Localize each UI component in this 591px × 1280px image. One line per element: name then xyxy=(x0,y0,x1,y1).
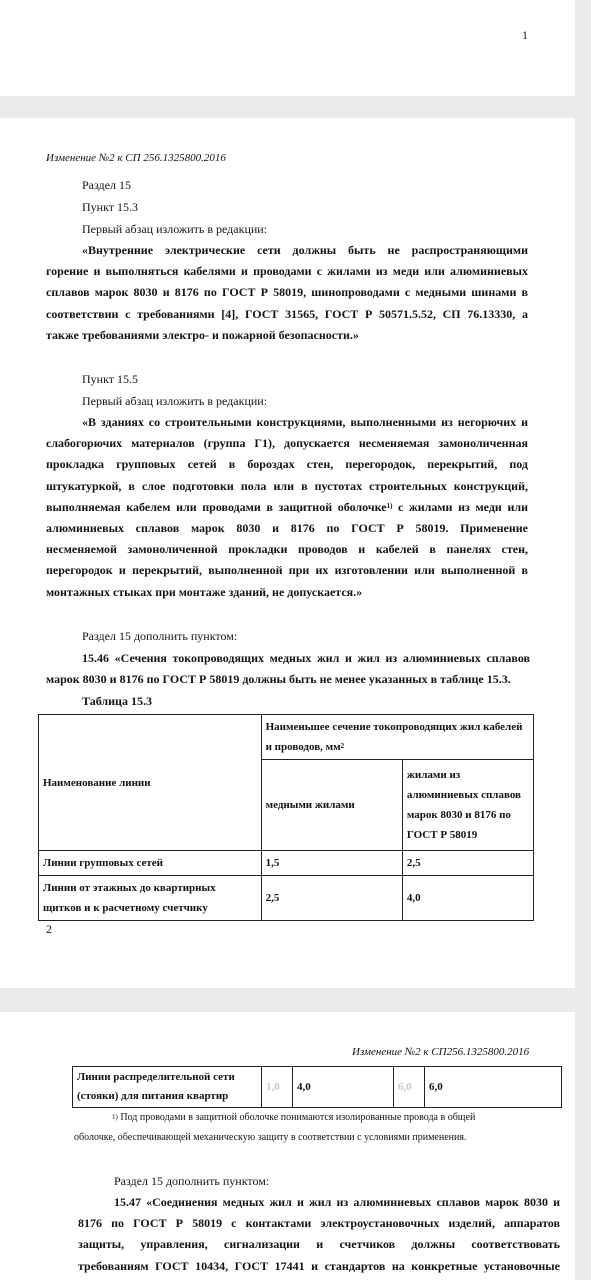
col-header-name: Наименование линии xyxy=(39,715,262,851)
table-row xyxy=(39,851,534,876)
text-line: несменяемой замоноличенной прокладки проводов и кабелей в панелях стен, xyxy=(46,542,528,557)
text-line: защиты, управления, сигнализации и счетчиков должны соответствовать xyxy=(78,1237,560,1252)
text-span: выполняемая кабелем или проводами в защитной оболочке xyxy=(46,499,387,514)
text-line: 15.46 «Сечения токопроводящих медных жил и жил из алюминиевых сплавов xyxy=(82,651,530,665)
text-line: «Внутренние электрические сети должны быть не распространяющими xyxy=(82,243,528,257)
col-header-copper: медными жилами xyxy=(261,760,402,851)
page-number: 2 xyxy=(46,922,52,936)
col-header-alu: жилами из алюминиевых сплавов марок 8030 и 8176 по ГОСТ Р 58019 xyxy=(402,760,533,851)
cell-name: Линии от этажных до квартирных щитков и к расчетному счетчику xyxy=(39,876,262,921)
col-header-group xyxy=(261,715,533,760)
instruction: Раздел 15 дополнить пунктом: xyxy=(82,629,238,643)
text-line: сплавов марок 8030 и 8176 по ГОСТ Р 58019, шинопроводами с медными шинами в xyxy=(46,285,528,300)
page-2 xyxy=(0,118,575,988)
footnote-marker: 1) xyxy=(112,1113,118,1121)
cell-name: Линии групповых сетей xyxy=(39,851,262,876)
cell-ghost: 1,0 xyxy=(262,1067,293,1108)
cell-alu: 6,0 xyxy=(425,1067,562,1108)
paragraph-15-47 xyxy=(78,1192,560,1277)
text-span: Наименьшее сечение токопроводящих жил кабелей и проводов, мм xyxy=(265,721,523,753)
text-line: прокладка групповых сетей в бороздах стен, перегородок, перекрытий, под xyxy=(46,457,528,472)
page-3 xyxy=(0,1012,575,1280)
text-line: алюминиевых сплавов марок 8030 и 8176 по ГОСТ Р 58019. Применение xyxy=(46,521,528,536)
table-15-3 xyxy=(38,714,534,921)
text-line: также требованиями электро- и пожарной безопасности.» xyxy=(46,327,359,342)
cell-name: Линии распределительной сети (стояки) для питания квартир xyxy=(73,1067,262,1108)
table-row xyxy=(39,876,534,921)
page-header: Изменение №2 к СП256.1325800.2016 xyxy=(352,1046,530,1058)
footnote xyxy=(74,1108,534,1148)
item-title: Пункт 15.5 xyxy=(82,372,139,386)
page-1 xyxy=(0,0,575,96)
footnote-ref: 1) xyxy=(386,501,393,510)
text-span: Под проводами в защитной оболочке понимаются изолированные провода в общей xyxy=(117,1112,476,1123)
text-line: марок 8030 и 8176 по ГОСТ Р 58019 должны быть не менее указанных в таблице 15.3. xyxy=(46,672,511,687)
text-line: слабогорючих материалов (группа Г1), допускается несменяемая замоноличенная xyxy=(46,436,528,451)
instruction: Первый абзац изложить в редакции: xyxy=(82,222,268,236)
page-number: 1 xyxy=(522,28,528,42)
text-line: оболочке, обеспечивающей механическую защиту в соответствии с условиями применения. xyxy=(74,1132,467,1143)
text-line: горение и выполняться кабелями и проводами с жилами из меди или алюминиевых xyxy=(46,264,528,279)
table-row xyxy=(73,1067,562,1108)
text-line xyxy=(46,497,528,518)
cell-copper: 2,5 xyxy=(261,876,402,921)
superscript: 2 xyxy=(340,742,345,750)
text-line: «В зданиях со строительными конструкциями, выполненными из негорючих и xyxy=(82,415,528,429)
text-span: с жилами из меди или xyxy=(392,499,529,514)
cell-ghost: 6,0 xyxy=(394,1067,425,1108)
text-line: монтажных стыках при монтаже зданий, не допускается.» xyxy=(46,584,363,599)
table-15-3-continued xyxy=(72,1066,562,1108)
text-line xyxy=(74,1108,534,1128)
table-title: Таблица 15.3 xyxy=(82,694,152,708)
text-line: требованиям ГОСТ 10434, ГОСТ 17441 и стандартов на конкретные установочные xyxy=(78,1258,560,1273)
quote-paragraph-15-5 xyxy=(46,412,528,603)
cell-alu: 2,5 xyxy=(402,851,533,876)
text-line: 8176 по ГОСТ Р 58019 с контактами электроустановочных изделий, аппаратов xyxy=(78,1216,560,1231)
instruction: Раздел 15 дополнить пунктом: xyxy=(114,1174,270,1188)
section-title: Раздел 15 xyxy=(82,178,131,192)
text-line: соответствии с требованиями [4], ГОСТ 31565, ГОСТ Р 50571.5.52, СП 76.13330, а xyxy=(46,306,528,321)
paragraph-15-46 xyxy=(46,648,530,690)
text-line: перегородок и перекрытий, выполненной при их изготовлении или выполненной в xyxy=(46,563,528,578)
quote-paragraph-15-3 xyxy=(46,240,528,346)
item-title: Пункт 15.3 xyxy=(82,200,139,214)
cell-alu: 4,0 xyxy=(402,876,533,921)
cell-copper: 1,5 xyxy=(261,851,402,876)
page-header: Изменение №2 к СП 256.1325800.2016 xyxy=(46,152,226,164)
cell-copper: 4,0 xyxy=(293,1067,394,1108)
instruction: Первый абзац изложить в редакции: xyxy=(82,394,268,408)
text-line: штукатуркой, в слое подготовки пола или в пустотах строительных конструкций, xyxy=(46,478,528,493)
text-line: 15.47 «Соединения медных жил и жил из алюминиевых сплавов марок 8030 и xyxy=(114,1195,560,1209)
